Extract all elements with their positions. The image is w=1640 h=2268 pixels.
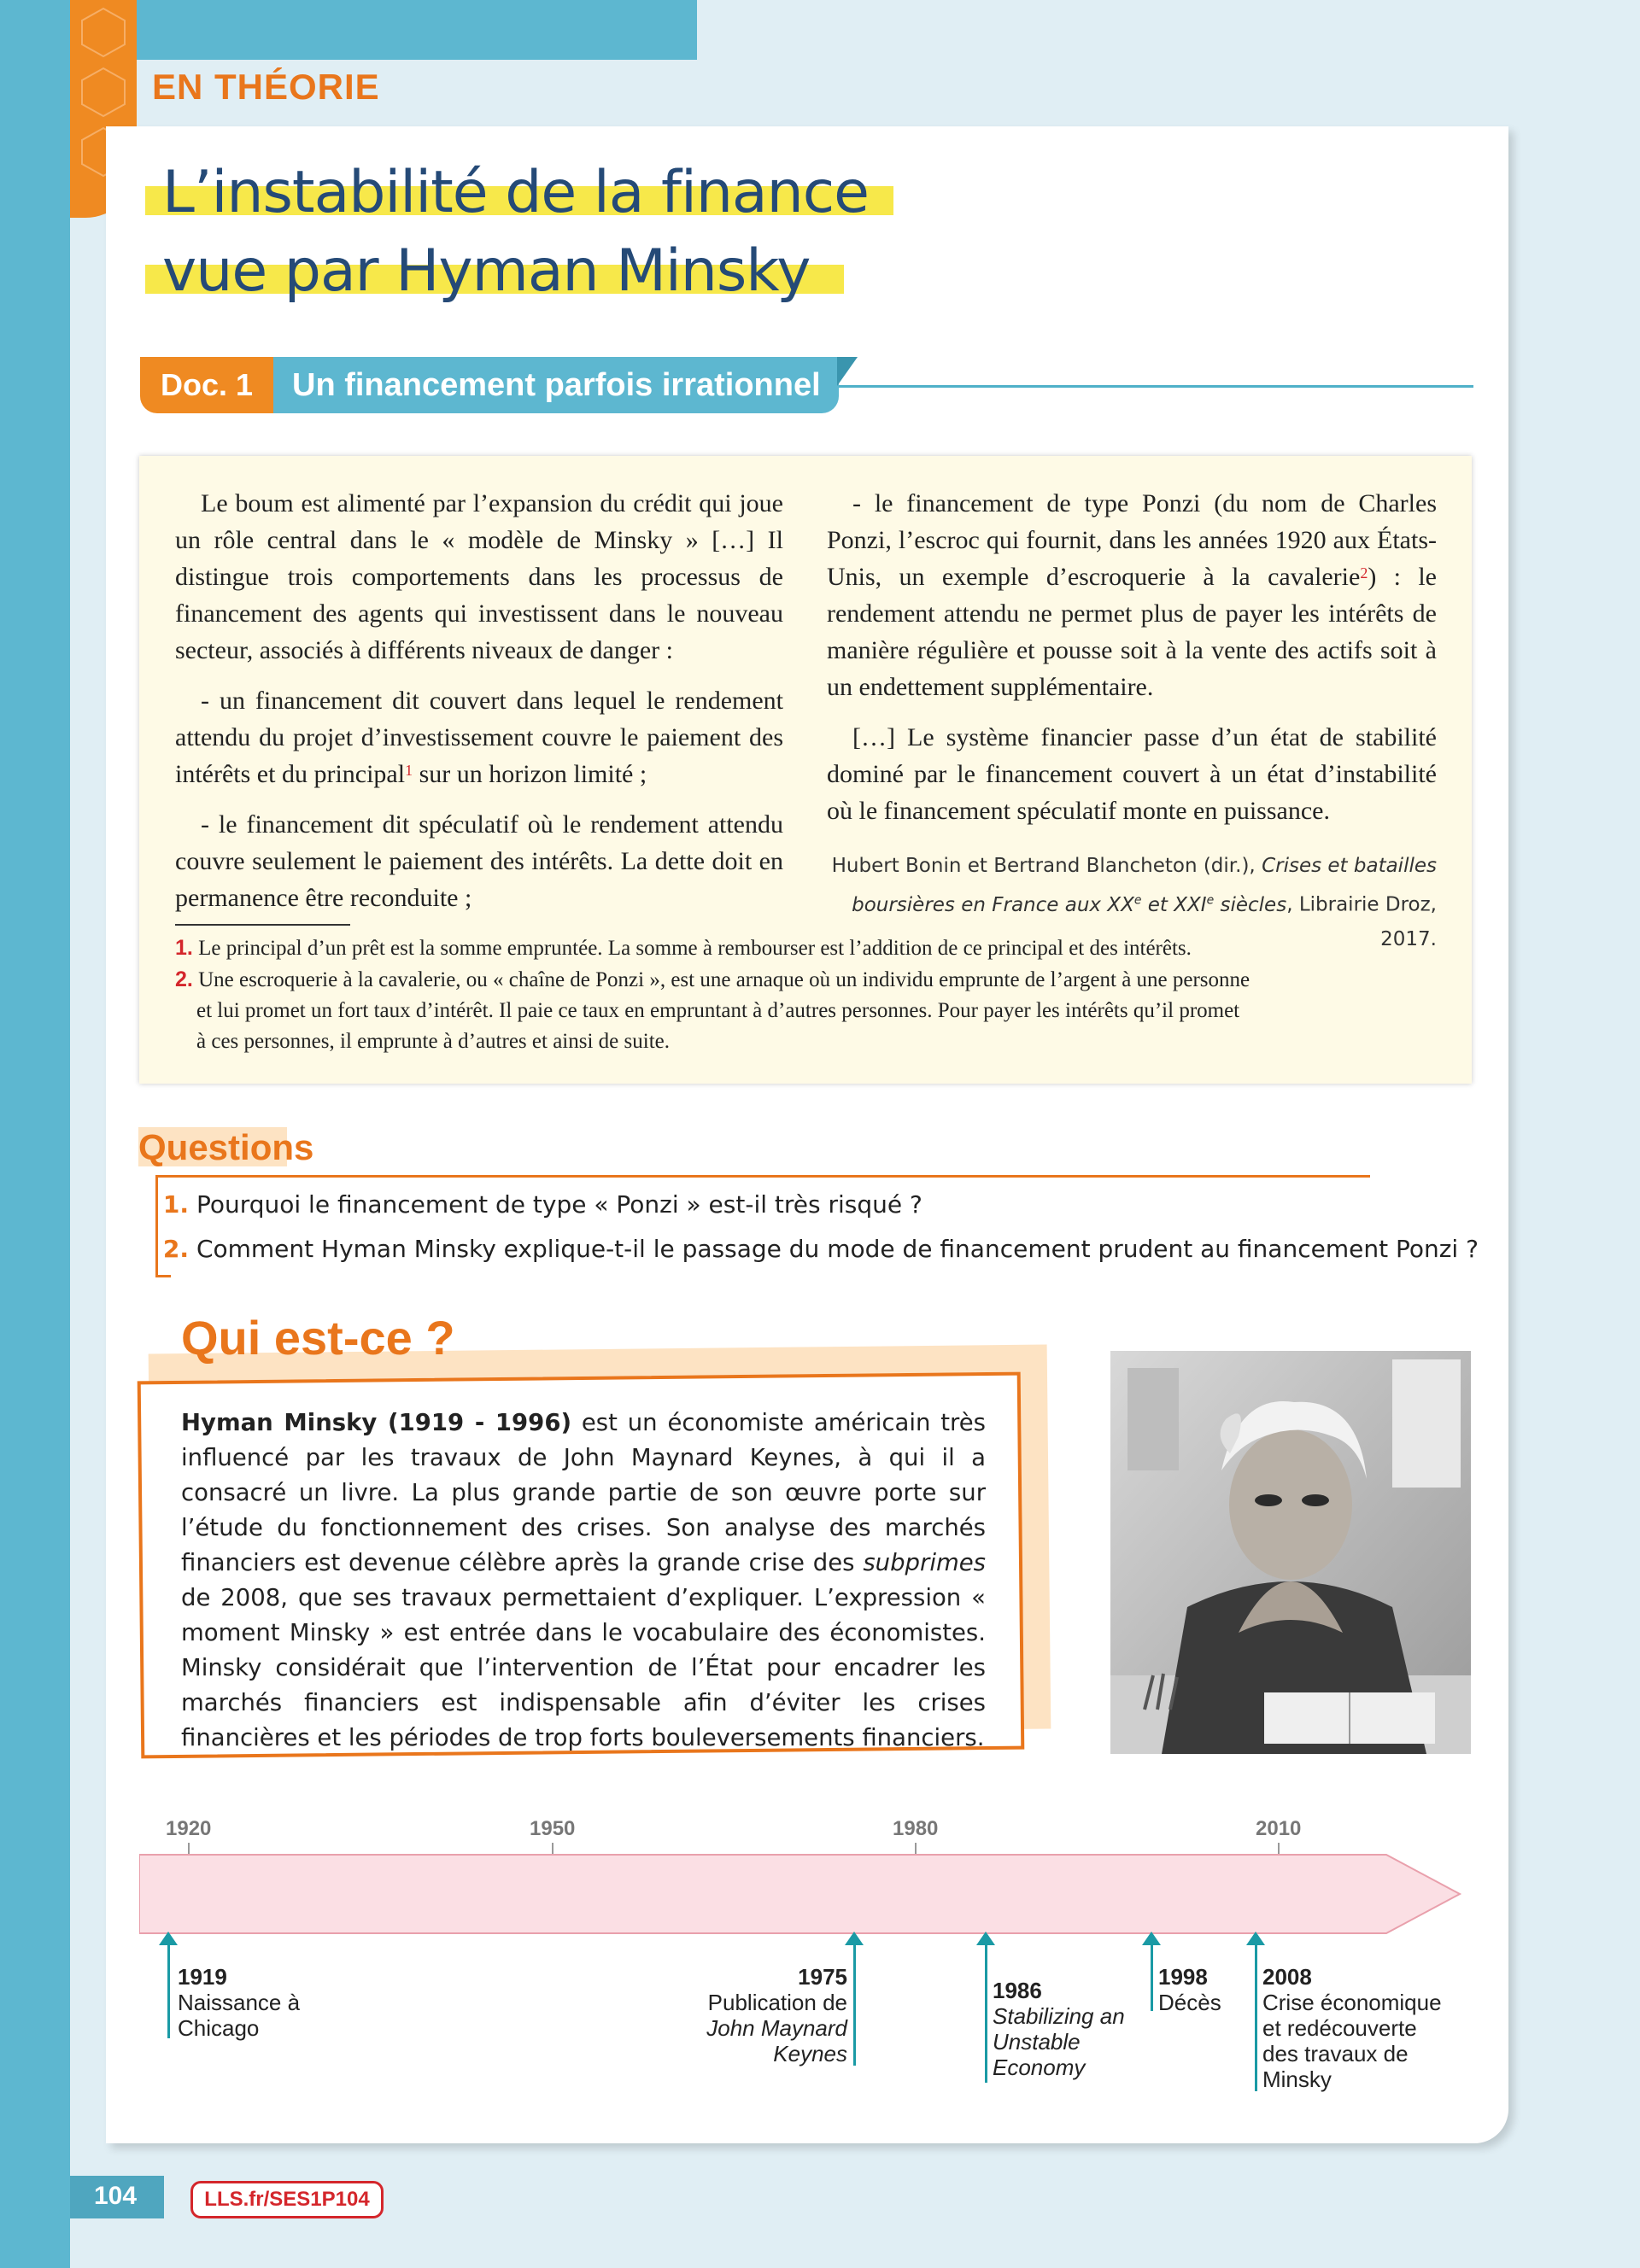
timeline-marker <box>1246 1932 1265 1945</box>
doc-header <box>140 357 839 413</box>
minsky-portrait-photo <box>1110 1351 1471 1754</box>
timeline-event-1919: 1919 Naissance à Chicago <box>178 1964 301 2041</box>
section-label: EN THÉORIE <box>152 67 380 107</box>
questions-rule <box>155 1175 1370 1178</box>
timeline-event-1975: 1975 Publication de John Maynard Keynes <box>706 1964 847 2066</box>
doc-header-triangle <box>837 357 858 386</box>
paragraph: - le financement de type Ponzi (du nom de Charles Ponzi, l’escroc qui fournit, dans les années 1920 aux États-Unis, un exemple d’escroquerie à la cavalerie$^2$) : le rendement attendu ne permet plus de payer les intérêts de manière régulière et pousse soit à la vente des actifs soit à un endettement supplémentaire. <box>827 489 1437 701</box>
timeline-event-1998: 1998 Décès <box>1158 1964 1221 2015</box>
question-2: 2. Comment Hyman Minsky explique-t-il le passage du mode de financement prudent au financement Ponzi ? <box>162 1235 1479 1263</box>
footnote-2-cont: et lui promet un fort taux d’intérêt. Il paie ce taux en empruntant à d’autres personnes. Pour payer les intérêts qu’il promet <box>196 999 1240 1022</box>
timeline-year-label: 1920 <box>166 1817 212 1840</box>
lls-link-badge[interactable]: LLS.fr/SES1P104 <box>190 2181 384 2218</box>
timeline-marker <box>159 1932 178 1945</box>
timeline-event-line <box>985 1944 987 2083</box>
footnote-ref[interactable]: 2 <box>1360 564 1368 582</box>
footnotes <box>175 932 1422 1057</box>
paragraph: - un financement dit couvert dans lequel le rendement attendu du projet d’investissement couvre le paiement des intérêts et du principal$^1$ sur un horizon limité ; <box>175 687 783 788</box>
source-citation: Hubert Bonin et Bertrand Blancheton (dir.), Crises et batailles boursières en France aux XXe et XXIe siècles, Librairie Droz, 2017. <box>831 855 1437 950</box>
timeline-event-line <box>167 1944 170 2038</box>
page-title-line-2: vue par Hyman Minsky <box>162 237 811 305</box>
question-1: 1. Pourquoi le financement de type « Ponzi » est-il très risqué ? <box>162 1190 922 1219</box>
timeline-event-line <box>853 1944 856 2066</box>
timeline-marker <box>976 1932 995 1945</box>
timeline-event-line <box>1151 1944 1153 2011</box>
footnote-2-cont: à ces personnes, il emprunte à d’autres et ainsi de suite. <box>196 1030 670 1053</box>
questions-heading: Questions <box>138 1127 314 1167</box>
paragraph: Le boum est alimenté par l’expansion du crédit qui joue un rôle central dans le « modèle de Minsky » […] Il distingue trois comportements dans les processus de financement des agents qui investissent dans le nouveau secteur, associés à différents niveaux de danger : <box>175 489 783 664</box>
timeline-event-line <box>1255 1944 1257 2091</box>
timeline-event-2008: 2008 Crise économique et redécouverte des travaux de Minsky <box>1262 1964 1442 2092</box>
who-text: Hyman Minsky (1919 - 1996) est un économiste américain très influencé par les travaux de John Maynard Keynes, à qui il a consacré un livre. La plus grande partie de son œuvre porte sur l’étude du fonctionnement des crises. Son analyse des marchés financiers est devenue célèbre après la grande crise des subprimes de 2008, que ses travaux permettaient d’expliquer. L’expression « moment Minsky » est entrée dans le vocabulaire des économistes. Minsky considérait que l’intervention de l’État pour encadrer les marchés financiers est indispensable afin d’éviter les crises financières et les périodes de trop forts bouleversements financiers. <box>181 1409 986 1751</box>
footnote-ref[interactable]: 1 <box>405 762 413 779</box>
who-heading: Qui est-ce ? <box>181 1311 455 1365</box>
footnote-divider <box>175 924 350 926</box>
footnote-2: 2. Une escroquerie à la cavalerie, ou « chaîne de Ponzi », est une arnaque où un individu emprunte de l’argent à une personne <box>175 967 1250 991</box>
doc-title: Un financement parfois irrationnel <box>273 357 839 413</box>
timeline-year-label: 2010 <box>1256 1817 1302 1840</box>
top-color-band <box>70 0 697 60</box>
paragraph: […] Le système financier passe d’un état de stabilité dominé par le financement couvert à un état d’instabilité où le financement spéculatif monte en puissance. <box>827 723 1437 825</box>
page-title-line-1: L’instabilité de la finance <box>162 159 869 226</box>
timeline-year-label: 1950 <box>530 1817 576 1840</box>
doc-number: Doc. 1 <box>140 357 273 413</box>
text-column-right <box>827 485 1437 843</box>
left-color-band <box>0 0 70 2268</box>
timeline-marker <box>845 1932 864 1945</box>
doc-header-rule <box>837 385 1473 388</box>
questions-side-foot <box>155 1275 171 1277</box>
page-number: 104 <box>94 2182 138 2210</box>
timeline-marker <box>1142 1932 1161 1945</box>
text-column-left <box>175 485 783 930</box>
timeline-year-label: 1980 <box>893 1817 939 1840</box>
paragraph: - le financement dit spéculatif où le rendement attendu couvre seulement le paiement des intérêts. La dette doit en permanence être reconduite ; <box>175 810 783 912</box>
timeline-arrow-bar <box>139 1853 1472 1935</box>
footnote-1: 1. Le principal d’un prêt est la somme empruntée. La somme à rembourser est l’addition de ce principal et des intérêts. <box>175 936 1192 960</box>
timeline-event-1986: 1986 Stabilizing an Unstable Economy <box>993 1978 1125 2080</box>
